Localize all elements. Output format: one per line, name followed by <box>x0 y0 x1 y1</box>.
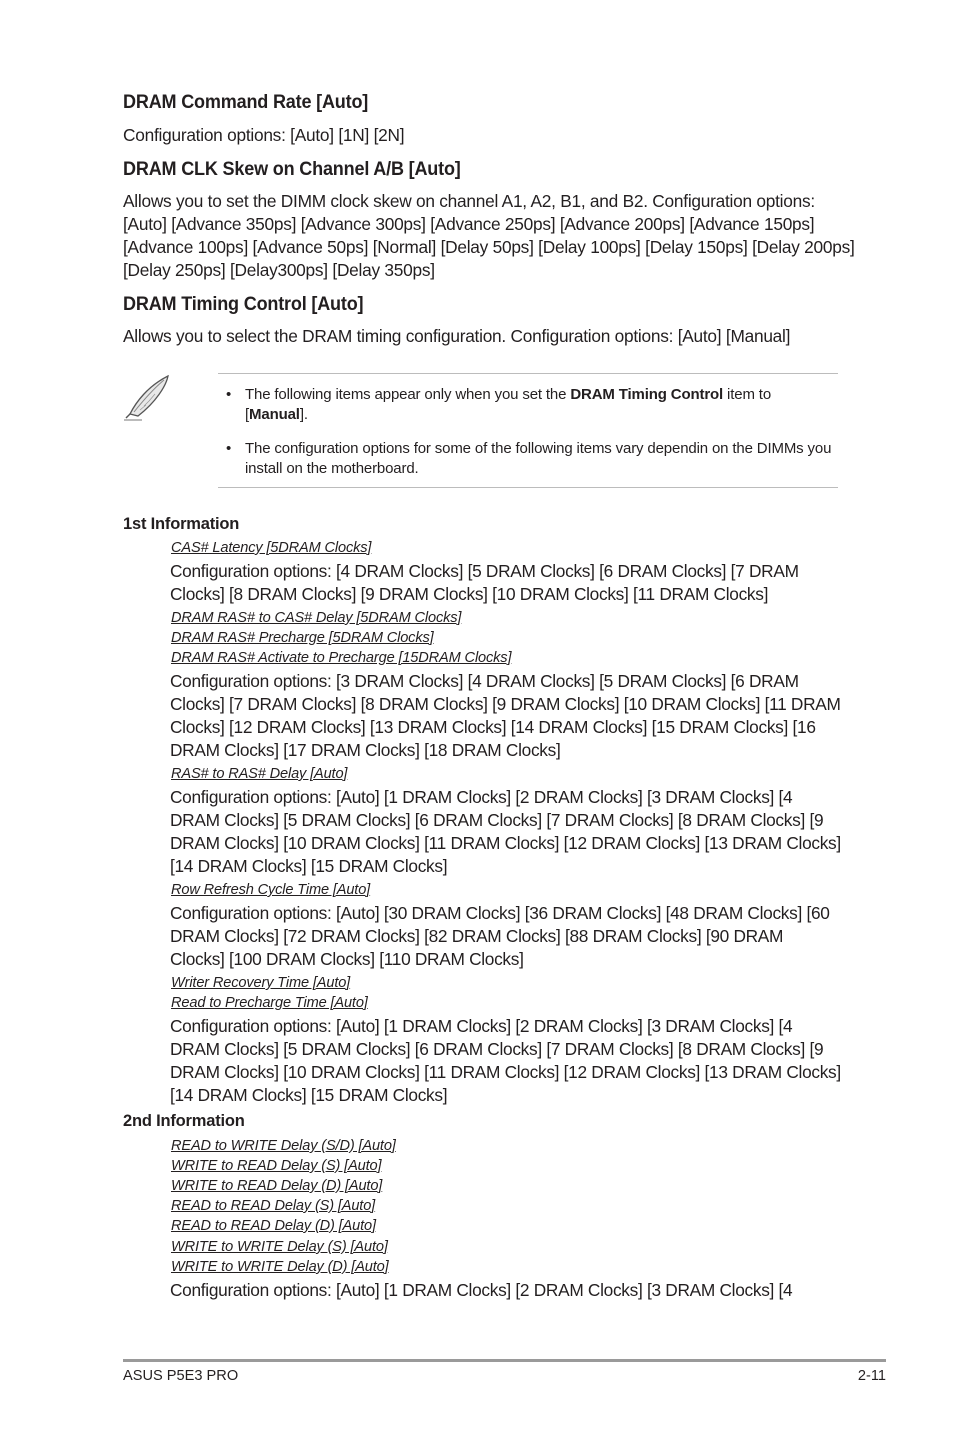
bullet: • <box>226 440 232 457</box>
footer-page-number: 2-11 <box>857 1368 886 1384</box>
options-ras: Configuration options: [3 DRAM Clocks] [4 DRAM Clocks] [5 DRAM Clocks] [6 DRAM Clocks] [7 DRAM Clocks] [8 DRAM Clocks] [9 DRAM Clocks] [10 DRAM Clocks] [11 DRAM Clocks] [12 DRAM Clocks] [13 DRAM Clocks] [14 DRAM Clocks] [15 DRAM Clocks] [16 DRAM Clocks] [17 DRAM Clocks] [18 DRAM Clocks] <box>170 671 841 760</box>
item-write-write-d: WRITE to WRITE Delay (D) [Auto] <box>171 1259 389 1275</box>
section-title-command-rate: DRAM Command Rate [Auto] <box>123 92 369 113</box>
item-ras-to-ras: RAS# to RAS# Delay [Auto] <box>171 766 348 782</box>
item-ras-to-cas: DRAM RAS# to CAS# Delay [5DRAM Clocks] <box>171 610 462 626</box>
item-write-read-d: WRITE to READ Delay (D) [Auto] <box>171 1178 383 1194</box>
item-read-precharge: Read to Precharge Time [Auto] <box>171 995 368 1011</box>
item-read-read-d: READ to READ Delay (D) [Auto] <box>171 1218 376 1234</box>
item-row-refresh: Row Refresh Cycle Time [Auto] <box>171 882 371 898</box>
options-ras-to-ras: Configuration options: [Auto] [1 DRAM Clocks] [2 DRAM Clocks] [3 DRAM Clocks] [4 DRAM Clocks] [5 DRAM Clocks] [6 DRAM Clocks] [7 DRAM Clocks] [8 DRAM Clocks] [9 DRAM Clocks] [10 DRAM Clocks] [11 DRAM Clocks] [12 DRAM Clocks] [13 DRAM Clocks] [14 DRAM Clocks] [15 DRAM Clocks] <box>170 787 841 876</box>
pen-note-icon <box>122 372 174 424</box>
options-cas-latency: Configuration options: [4 DRAM Clocks] [5 DRAM Clocks] [6 DRAM Clocks] [7 DRAM Clocks] [8 DRAM Clocks] [9 DRAM Clocks] [10 DRAM Clocks] [11 DRAM Clocks] <box>170 561 799 604</box>
item-cas-latency: CAS# Latency [5DRAM Clocks] <box>171 540 372 556</box>
second-info-heading: 2nd Information <box>123 1112 245 1130</box>
footer-rule <box>123 1359 886 1362</box>
item-write-write-s: WRITE to WRITE Delay (S) [Auto] <box>171 1239 388 1255</box>
item-write-read-s: WRITE to READ Delay (S) [Auto] <box>171 1158 382 1174</box>
item-ras-activate: DRAM RAS# Activate to Precharge [15DRAM Clocks] <box>171 650 512 666</box>
section-body-clk-skew: Allows you to set the DIMM clock skew on channel A1, A2, B1, and B2. Configuration options: [Auto] [Advance 350ps] [Advance 300ps] [Advance 250ps] [Advance 200ps] [Advance 150ps] [Advance 100ps] [Advance 50ps] [Normal] [Delay 50ps] [Delay 100ps] [Delay 150ps] [Delay 200ps] [Delay 250ps] [Delay300ps] [Delay 350ps] <box>123 191 855 280</box>
note-bottom-rule <box>218 487 838 488</box>
note-item-2-text: The configuration options for some of the following items vary dependin on the DIMMs you install on the motherboard. <box>245 440 832 477</box>
note-top-rule <box>218 373 838 374</box>
item-read-read-s: READ to READ Delay (S) [Auto] <box>171 1198 376 1214</box>
item-writer-recovery: Writer Recovery Time [Auto] <box>171 975 351 991</box>
section-title-timing-control: DRAM Timing Control [Auto] <box>123 294 364 315</box>
note-icon-wrap <box>122 372 174 424</box>
options-row-refresh: Configuration options: [Auto] [30 DRAM Clocks] [36 DRAM Clocks] [48 DRAM Clocks] [60 DRAM Clocks] [72 DRAM Clocks] [82 DRAM Clocks] [88 DRAM Clocks] [90 DRAM Clocks] [100 DRAM Clocks] [110 DRAM Clocks] <box>170 903 830 969</box>
item-ras-precharge: DRAM RAS# Precharge [5DRAM Clocks] <box>171 630 434 646</box>
item-read-write-sd: READ to WRITE Delay (S/D) [Auto] <box>171 1138 396 1154</box>
first-info-heading: 1st Information <box>123 515 240 533</box>
options-second-info: Configuration options: [Auto] [1 DRAM Clocks] [2 DRAM Clocks] [3 DRAM Clocks] [4 <box>170 1280 793 1300</box>
options-recovery: Configuration options: [Auto] [1 DRAM Clocks] [2 DRAM Clocks] [3 DRAM Clocks] [4 DRAM Clocks] [5 DRAM Clocks] [6 DRAM Clocks] [7 DRAM Clocks] [8 DRAM Clocks] [9 DRAM Clocks] [10 DRAM Clocks] [11 DRAM Clocks] [12 DRAM Clocks] [13 DRAM Clocks] [14 DRAM Clocks] [15 DRAM Clocks] <box>170 1016 841 1105</box>
footer-product-name: ASUS P5E3 PRO <box>123 1368 239 1384</box>
note-item-1-text: The following items appear only when you set the DRAM Timing Control item to [Manual]. <box>245 386 772 423</box>
section-title-clk-skew: DRAM CLK Skew on Channel A/B [Auto] <box>123 159 461 180</box>
section-body-timing-control: Allows you to select the DRAM timing configuration. Configuration options: [Auto] [Manual] <box>123 326 791 346</box>
bullet: • <box>226 386 232 403</box>
section-body-command-rate: Configuration options: [Auto] [1N] [2N] <box>123 125 405 145</box>
